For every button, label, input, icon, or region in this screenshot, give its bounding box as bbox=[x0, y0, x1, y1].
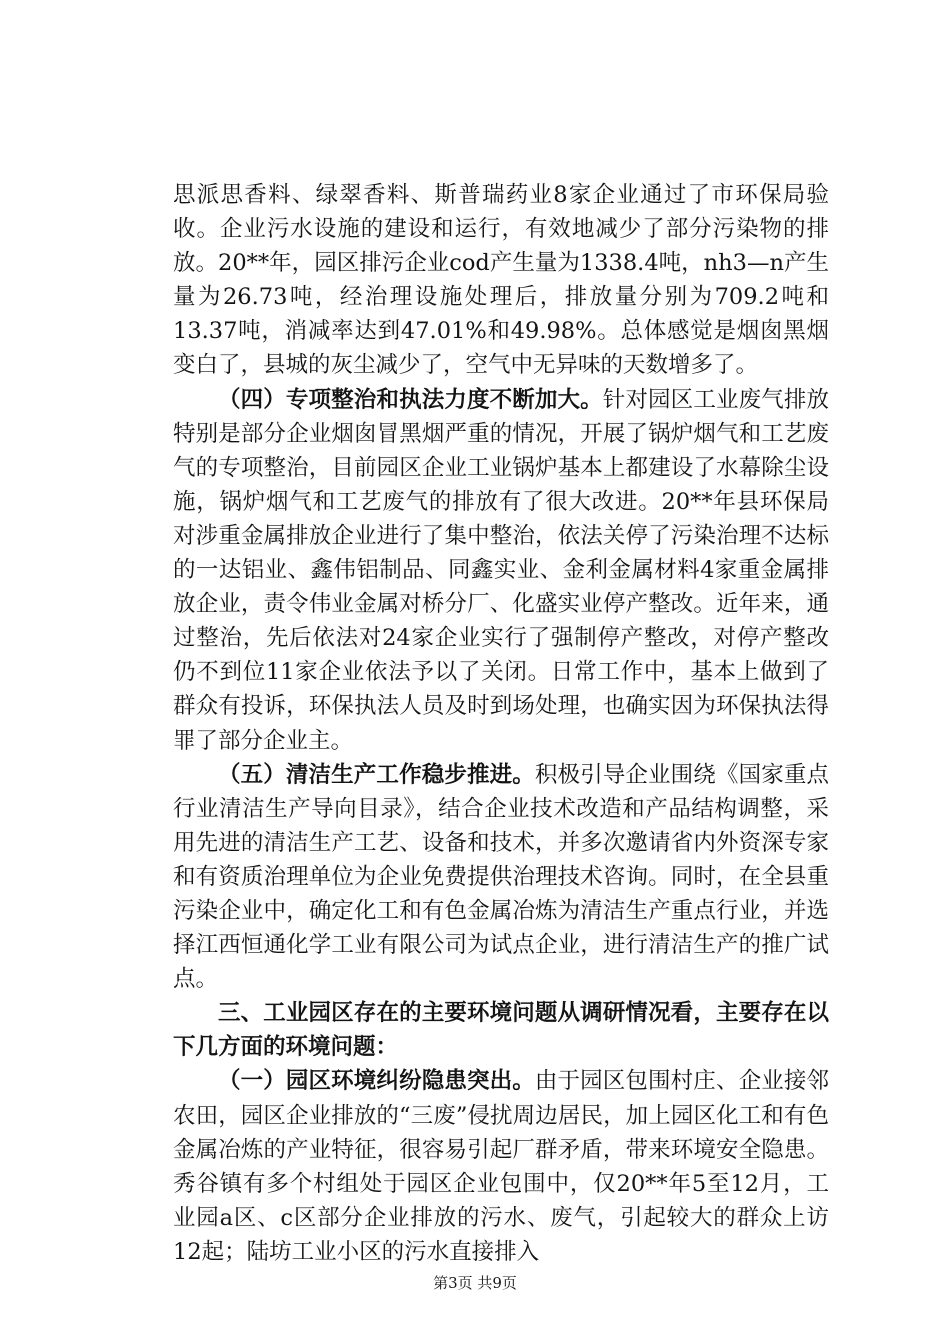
paragraph-text: 针对园区工业废气排放特别是部分企业烟囱冒黑烟严重的情况，开展了锅炉烟气和工艺废气的专项整治，目前园区企业工业锅炉基本上都建设了水幕除尘设施，锅炉烟气和工艺废气的排放有了很大改进。20**年县环保局对涉重金属排放企业进行了集中整治，依法关停了污染治理不达标的一达铝业、鑫伟铝制品、同鑫实业、金利金属材料4家重金属排放企业，责令伟业金属对桥分厂、化盛实业停产整改。近年来，通过整治，先后依法对24家企业实行了强制停产整改，对停产整改仍不到位11家企业依法予以了关闭。日常工作中，基本上做到了群众有投诉，环保执法人员及时到场处理，也确实因为环保执法得罪了部分企业主。 bbox=[173, 386, 829, 754]
paragraph-chapter-3 bbox=[173, 996, 829, 1064]
paragraph-text: 由于园区包围村庄、企业接邻农田，园区企业排放的“三废”侵扰周边居民，加上园区化工和有色金属冶炼的产业特征，很容易引起厂群矛盾，带来环境安全隐患。秀谷镇有多个村组处于园区企业包围中，仅20**年5至12月，工业园a区、c区部分企业排放的污水、废气，引起较大的群众上访12起；陆坊工业小区的污水直接排入 bbox=[173, 1068, 829, 1265]
section-heading: （五）清洁生产工作稳步推进。 bbox=[218, 761, 535, 788]
section-heading: （一）园区环境纠纷隐患突出。 bbox=[218, 1068, 535, 1095]
paragraph-text: 思派思香料、绿翠香料、斯普瑞药业8家企业通过了市环保局验收。企业污水设施的建设和运行，有效地减少了部分污染物的排放。20**年，园区排污企业cod产生量为1338.4吨，nh3—n产生量为26.73吨，经治理设施处理后，排放量分别为709.2吨和13.37吨，消减率达到47.01%和49.98%。总体感觉是烟囱黑烟变白了，县城的灰尘减少了，空气中无异味的天数增多了。 bbox=[173, 182, 829, 379]
chapter-heading: 三、工业园区存在的主要环境问题从调研情况看，主要存在以下几方面的环境问题： bbox=[173, 1000, 829, 1061]
paragraph-section-4 bbox=[173, 383, 829, 758]
paragraph-continuation bbox=[173, 178, 829, 383]
paragraph-section-5 bbox=[173, 758, 829, 997]
paragraph-text: 积极引导企业围绕《国家重点行业清洁生产导向目录》，结合企业技术改造和产品结构调整，采用先进的清洁生产工艺、设备和技术，并多次邀请省内外资深专家和有资质治理单位为企业免费提供治理技术咨询。同时，在全县重污染企业中，确定化工和有色金属冶炼为清洁生产重点行业，并选择江西恒通化学工业有限公司为试点企业，进行清洁生产的推广试点。 bbox=[173, 761, 829, 993]
document-body bbox=[173, 178, 829, 1269]
section-heading: （四）专项整治和执法力度不断加大。 bbox=[218, 386, 603, 413]
page-number: 第3页 共9页 bbox=[433, 1274, 517, 1292]
paragraph-section-1 bbox=[173, 1064, 829, 1269]
